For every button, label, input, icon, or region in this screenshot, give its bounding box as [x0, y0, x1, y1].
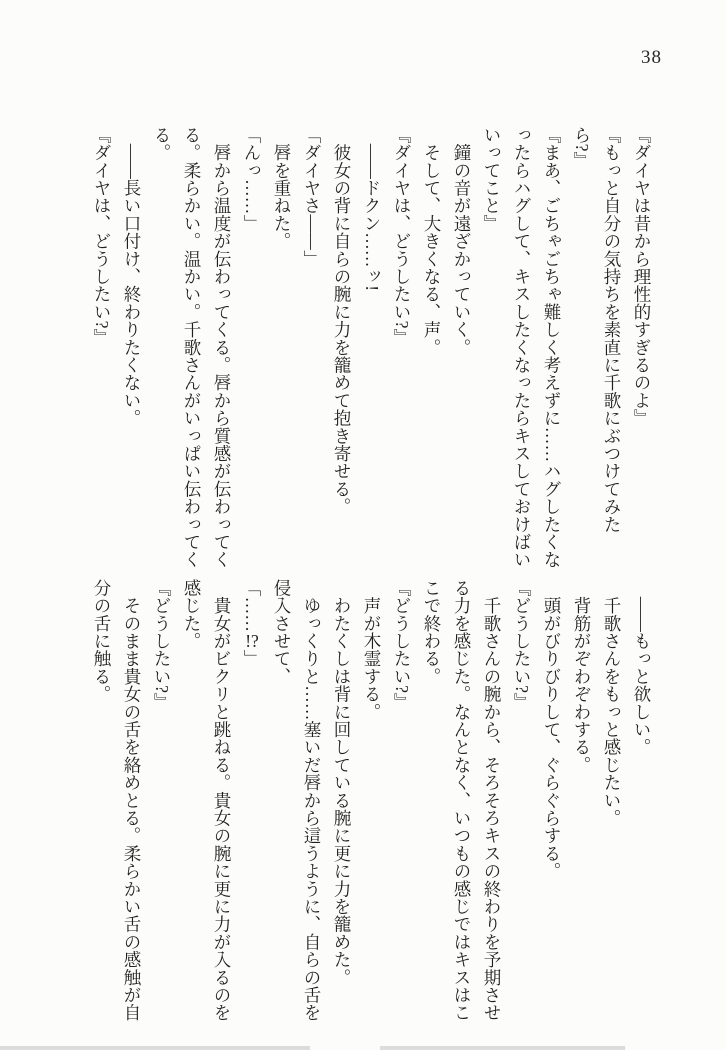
vertical-text-line: 唇から温度が伝わってくる。唇から質感が伝わってく: [212, 126, 232, 569]
vertical-text-line: 『どうしたい?』: [392, 579, 412, 711]
page-number: 38: [641, 47, 662, 68]
vertical-text-line: 彼女の背に自らの腕に力を籠めて抱き寄せる。: [332, 126, 352, 516]
vertical-text-line: る。: [152, 126, 172, 162]
vertical-text-line: 鐘の音が遠ざかっていく。: [452, 126, 472, 357]
vertical-text-line: ——ドクン……ッ!: [362, 126, 382, 292]
vertical-text-line: こで終わる。: [422, 579, 442, 686]
vertical-text-line: 背筋がぞわぞわする。: [572, 579, 592, 774]
vertical-text-line: 千歌さんをもっと感じたい。: [602, 579, 622, 827]
vertical-text-line: 分の舌に触る。: [92, 579, 112, 703]
vertical-text-line: そして、大きくなる、声。: [422, 126, 442, 357]
vertical-text-line: る力を感じた。なんとなく、いつもの感じではキスはこ: [452, 579, 472, 1022]
vertical-text-line: 唇を重ねた。: [272, 126, 292, 250]
text-block-top: [87, 126, 657, 572]
vertical-text-line: 感じた。: [182, 579, 202, 650]
vertical-text-line: 声が木霊する。: [362, 579, 382, 721]
vertical-text-line: ら?』: [572, 126, 592, 170]
vertical-text-line: 「……!?」: [242, 579, 262, 668]
vertical-text-line: 『まあ、ごちゃごちゃ難しく考えずに……ハグしたくな: [542, 126, 562, 569]
vertical-text-line: 貴女がビクリと跳ねる。貴女の腕に更に力が入るのを: [212, 579, 232, 1022]
text-block-bottom: [87, 579, 657, 1025]
vertical-text-line: 『どうしたい?』: [512, 579, 532, 711]
vertical-text-line: 『ダイヤは、どうしたい?』: [392, 126, 412, 347]
vertical-text-line: ったらハグして、キスしたくなったらキスしておけばい: [512, 126, 532, 569]
vertical-text-line: る。柔らかい。温かい。千歌さんがいっぱい伝わってく: [182, 126, 202, 569]
scan-edge-artifact: [380, 1046, 625, 1050]
vertical-text-line: 千歌さんの腕から、そろそろキスの終わりを予期させ: [482, 579, 502, 1022]
vertical-text-line: いってこと』: [482, 126, 502, 233]
vertical-text-line: わたくしは背に回している腕に更に力を籠めた。: [332, 579, 352, 987]
vertical-text-line: 『ダイヤは昔から理性的すぎるのよ』: [632, 126, 652, 427]
vertical-text-line: 『どうしたい?』: [152, 579, 172, 711]
vertical-text-line: 頭がびりびりして、ぐらぐらする。: [542, 579, 562, 880]
vertical-text-line: 侵入させて、: [272, 579, 292, 686]
vertical-text-line: 「んっ……」: [242, 126, 262, 233]
vertical-text-line: ——長い口付け、終わりたくない。: [122, 126, 142, 427]
vertical-text-line: 『もっと自分の気持ちを素直に千歌にぶつけてみた: [602, 126, 622, 534]
vertical-text-line: 「ダイヤさ——」: [302, 126, 322, 268]
vertical-text-line: 『ダイヤは、どうしたい?』: [92, 126, 112, 347]
scan-edge-artifact: [0, 1046, 310, 1050]
vertical-text-line: そのまま貴女の舌を絡めとる。柔らかい舌の感触が自: [122, 579, 142, 1022]
vertical-text-line: ——もっと欲しい。: [632, 579, 652, 756]
vertical-text-line: ゆっくりと……塞いだ唇から這うように、自らの舌を: [302, 579, 322, 1022]
